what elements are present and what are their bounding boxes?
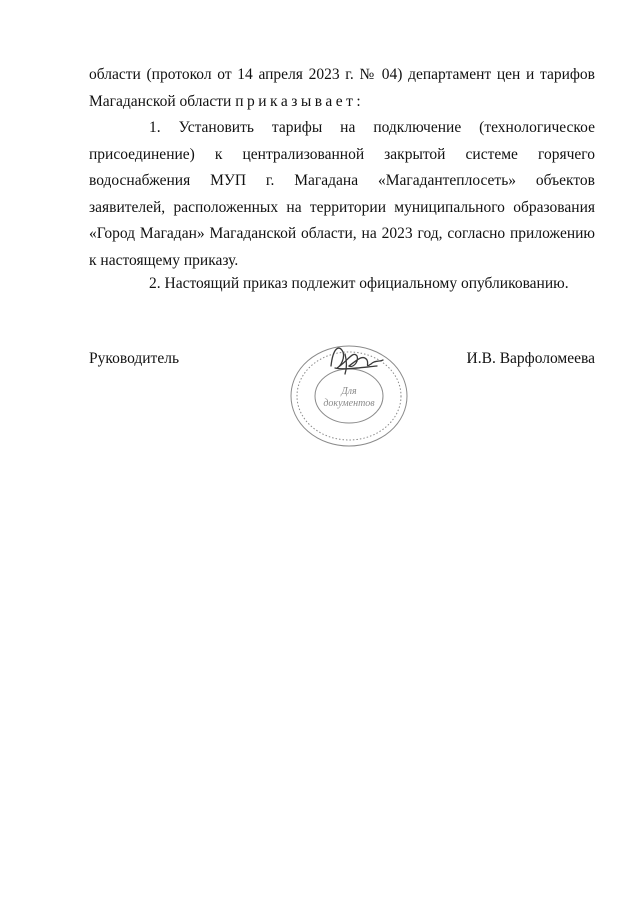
paragraph-item-2 [89,271,595,298]
signatory-name: И.В. Варфоломеева [466,350,595,367]
stamp-text-line2: документов [323,398,375,409]
stamp-text-line1: Для [341,386,357,397]
paragraph-intro [89,62,595,115]
signature-block [89,350,595,470]
item-1-text: Установить тарифы на подключение (технологическое присоединение) к централизованной закрытой системе горячего водоснабжения МУП г. Магадана «Магадантеплосеть» объектов заявителей, расположенных на территории муниципального образования «Город Магадан» Магаданской области, на 2023 год, согласно приложению к настоящему приказу. [89,119,595,269]
signatory-title: Руководитель [89,350,180,367]
intro-keyword: приказывает [235,92,357,110]
intro-text: области (протокол от 14 апреля 2023 г. № 04) департамент цен и тарифов Магаданской области [89,66,595,110]
item-2-text: 2. Настоящий приказ подлежит официальному опубликованию. [149,275,569,292]
paragraph-item-1 [89,115,595,274]
intro-colon: : [356,92,361,110]
official-stamp-seal [287,338,415,450]
item-1-number: 1. [149,119,161,136]
